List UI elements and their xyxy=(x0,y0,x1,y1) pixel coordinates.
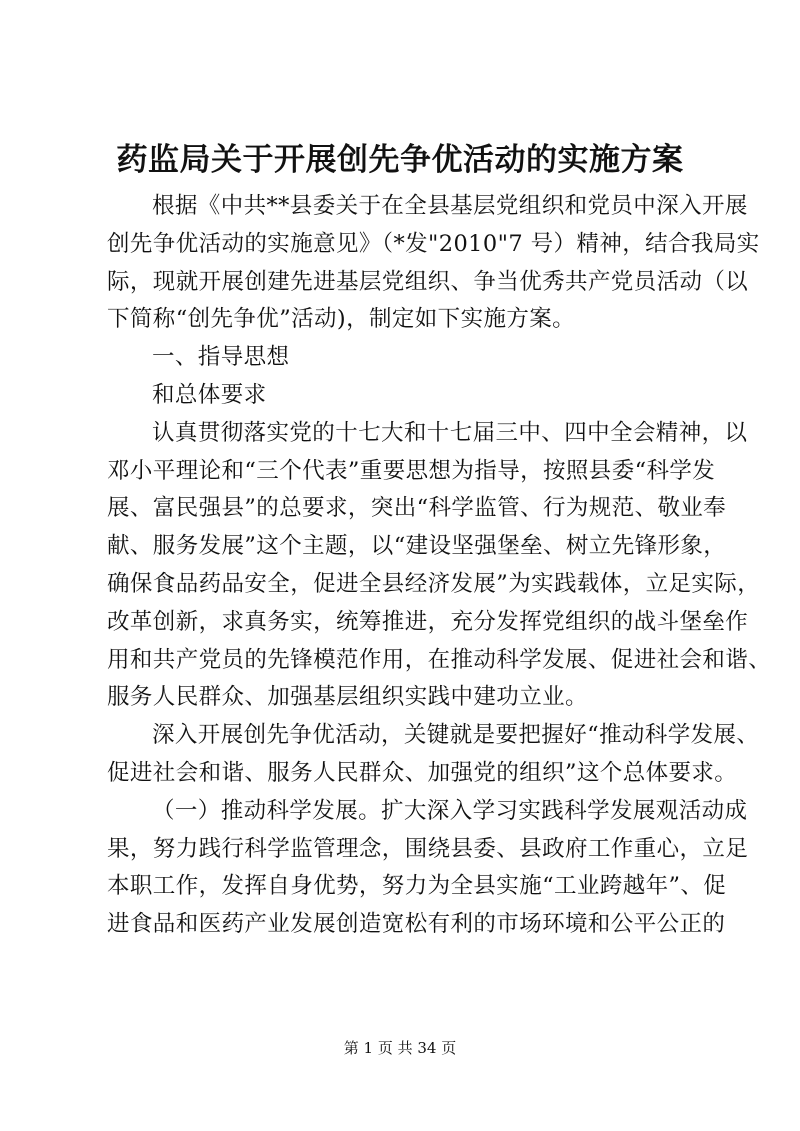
paragraph-line: 创先争优活动的实施意见》（*发"2010"7 号）精神，结合我局实 xyxy=(107,230,760,257)
section-heading: 和总体要求 xyxy=(152,381,267,408)
paragraph-line: 展、富民强县”的总要求，突出“科学监管、行为规范、敬业奉 xyxy=(107,495,727,522)
paragraph-line: 果，努力践行科学监管理念，围绕县委、县政府工作重心，立足 xyxy=(107,835,749,862)
document-body xyxy=(107,188,772,944)
paragraph-line: 献、服务发展”这个主题，以“建设坚强堡垒、树立先锋形象， xyxy=(107,533,727,560)
paragraph-line: 改革创新，求真务实，统筹推进，充分发挥党组织的战斗堡垒作 xyxy=(107,608,749,635)
paragraph-line: 下简称“创先争优”活动)，制定如下实施方案。 xyxy=(107,306,576,333)
paragraph-line: 际，现就开展创建先进基层党组织、争当优秀共产党员活动（以 xyxy=(107,268,749,295)
paragraph-line: 认真贯彻落实党的十七大和十七届三中、四中全会精神，以 xyxy=(152,419,748,446)
paragraph-line: 用和共产党员的先锋模范作用，在推动科学发展、促进社会和谐、 xyxy=(107,646,772,673)
document-title: 药监局关于开展创先争优活动的实施方案 xyxy=(116,142,684,178)
paragraph-line: 确保食品药品安全，促进全县经济发展”为实践载体，立足实际， xyxy=(107,570,761,597)
paragraph-line: 服务人民群众、加强基层组织实践中建功立业。 xyxy=(107,684,588,711)
paragraph-line: 邓小平理论和“三个代表”重要思想为指导，按照县委“科学发 xyxy=(107,457,716,484)
paragraph-line: 促进社会和谐、服务人民群众、加强党的组织”这个总体要求。 xyxy=(107,759,738,786)
paragraph-line: 深入开展创先争优活动，关键就是要把握好“推动科学发展、 xyxy=(152,722,760,749)
paragraph-line: 本职工作，发挥自身优势，努力为全县实施“工业跨越年”、促 xyxy=(107,873,727,900)
page-number-footer: 第 1 页 共 34 页 xyxy=(343,1039,457,1057)
paragraph-line: 进食品和医药产业发展创造宽松有利的市场环境和公平公正的 xyxy=(107,911,726,938)
section-heading: 一、指导思想 xyxy=(152,344,290,371)
paragraph-line: 根据《中共**县委关于在全县基层党组织和党员中深入开展 xyxy=(152,193,748,219)
paragraph-line: （一）推动科学发展。扩大深入学习实践科学发展观活动成 xyxy=(152,797,748,824)
